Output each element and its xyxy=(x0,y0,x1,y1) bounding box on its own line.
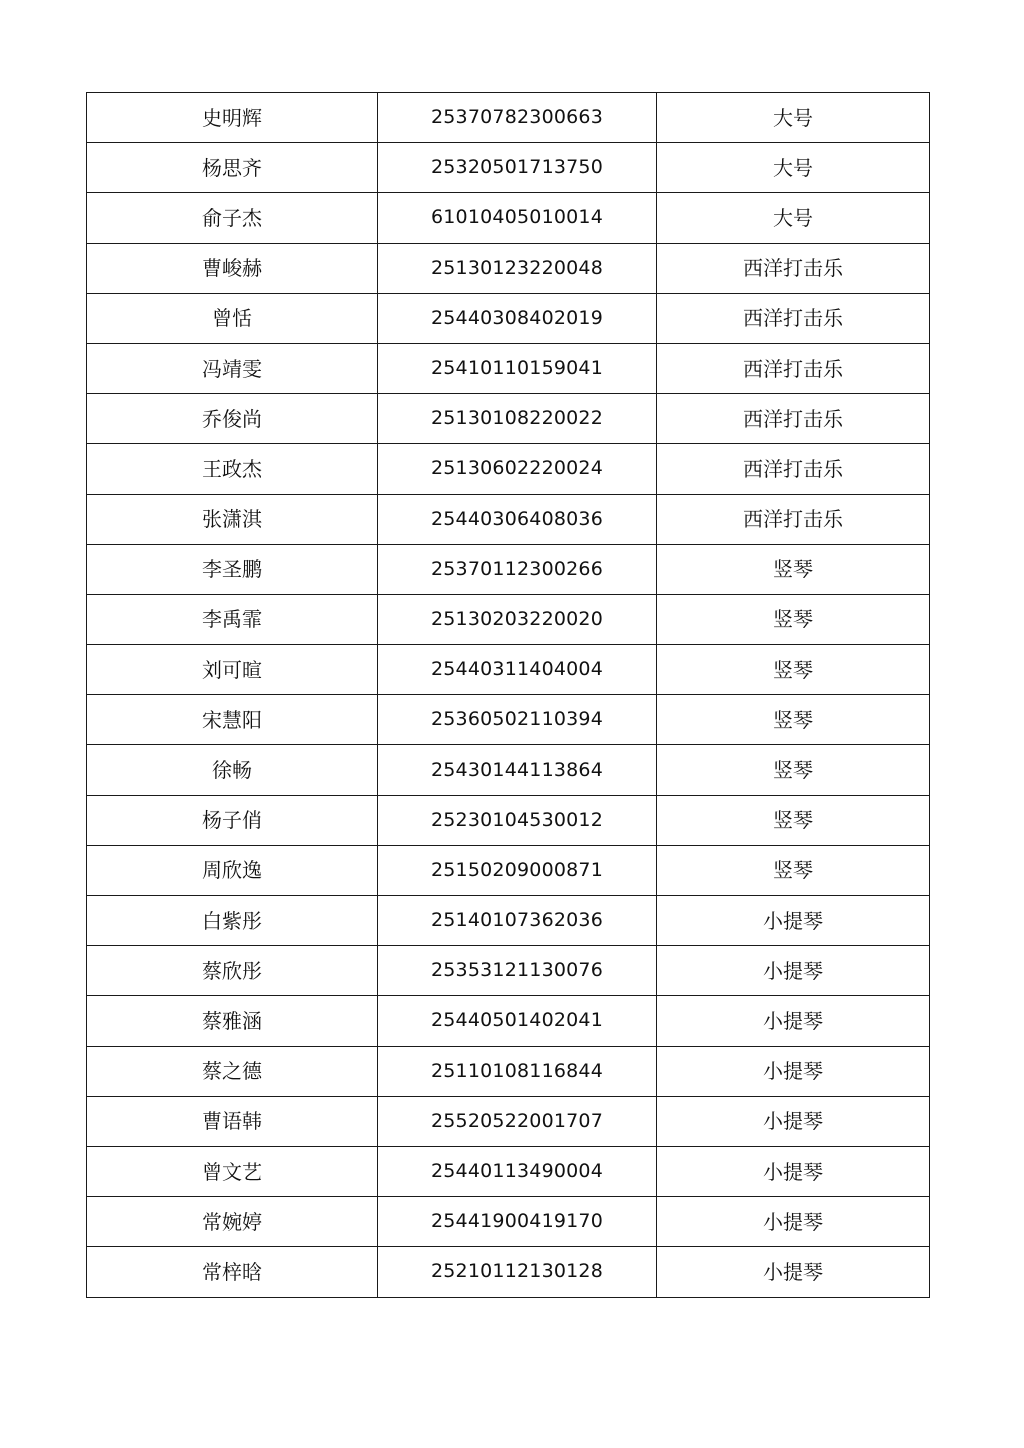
student-name-cell: 李禹霏 xyxy=(87,594,378,644)
table-row xyxy=(87,996,930,1046)
instrument-cell: 竖琴 xyxy=(657,695,930,745)
student-name-cell: 乔俊尚 xyxy=(87,394,378,444)
table-row xyxy=(87,594,930,644)
student-name-cell: 蔡之德 xyxy=(87,1046,378,1096)
instrument-cell: 小提琴 xyxy=(657,1096,930,1146)
table-row xyxy=(87,1247,930,1297)
table-row xyxy=(87,695,930,745)
candidate-id-cell: 25130108220022 xyxy=(378,394,657,444)
instrument-cell: 竖琴 xyxy=(657,795,930,845)
instrument-cell: 竖琴 xyxy=(657,594,930,644)
student-name-cell: 张潇淇 xyxy=(87,494,378,544)
candidate-id-cell: 25230104530012 xyxy=(378,795,657,845)
table-row xyxy=(87,394,930,444)
student-name-cell: 蔡雅涵 xyxy=(87,996,378,1046)
instrument-cell: 西洋打击乐 xyxy=(657,444,930,494)
candidate-id-cell: 25320501713750 xyxy=(378,143,657,193)
instrument-cell: 小提琴 xyxy=(657,1046,930,1096)
student-name-cell: 曹峻赫 xyxy=(87,243,378,293)
student-name-cell: 周欣逸 xyxy=(87,845,378,895)
student-name-cell: 杨子俏 xyxy=(87,795,378,845)
candidate-id-cell: 25370782300663 xyxy=(378,93,657,143)
student-name-cell: 曾文艺 xyxy=(87,1146,378,1196)
instrument-cell: 竖琴 xyxy=(657,845,930,895)
instrument-cell: 大号 xyxy=(657,143,930,193)
table-row xyxy=(87,896,930,946)
candidate-id-cell: 25440306408036 xyxy=(378,494,657,544)
instrument-cell: 大号 xyxy=(657,193,930,243)
instrument-cell: 小提琴 xyxy=(657,896,930,946)
table-row xyxy=(87,343,930,393)
candidate-id-cell: 25370112300266 xyxy=(378,544,657,594)
student-name-cell: 白紫彤 xyxy=(87,896,378,946)
instrument-cell: 小提琴 xyxy=(657,946,930,996)
student-name-cell: 杨思齐 xyxy=(87,143,378,193)
candidate-id-cell: 25440501402041 xyxy=(378,996,657,1046)
instrument-cell: 西洋打击乐 xyxy=(657,343,930,393)
candidate-id-cell: 25110108116844 xyxy=(378,1046,657,1096)
instrument-cell: 大号 xyxy=(657,93,930,143)
instrument-cell: 小提琴 xyxy=(657,1247,930,1297)
candidate-id-cell: 25130123220048 xyxy=(378,243,657,293)
instrument-cell: 竖琴 xyxy=(657,645,930,695)
student-name-cell: 冯靖雯 xyxy=(87,343,378,393)
instrument-cell: 小提琴 xyxy=(657,1146,930,1196)
candidate-id-cell: 25353121130076 xyxy=(378,946,657,996)
roster-table xyxy=(86,92,930,1298)
table-row xyxy=(87,1096,930,1146)
student-name-cell: 王政杰 xyxy=(87,444,378,494)
student-name-cell: 俞子杰 xyxy=(87,193,378,243)
table-row xyxy=(87,845,930,895)
table-row xyxy=(87,1146,930,1196)
table-row xyxy=(87,193,930,243)
candidate-id-cell: 25210112130128 xyxy=(378,1247,657,1297)
student-name-cell: 史明辉 xyxy=(87,93,378,143)
candidate-id-cell: 25130203220020 xyxy=(378,594,657,644)
instrument-cell: 小提琴 xyxy=(657,1197,930,1247)
student-name-cell: 宋慧阳 xyxy=(87,695,378,745)
instrument-cell: 西洋打击乐 xyxy=(657,494,930,544)
student-name-cell: 曾恬 xyxy=(87,293,378,343)
candidate-id-cell: 25430144113864 xyxy=(378,745,657,795)
student-name-cell: 徐畅 xyxy=(87,745,378,795)
table-row xyxy=(87,444,930,494)
table-row xyxy=(87,1046,930,1096)
instrument-cell: 西洋打击乐 xyxy=(657,243,930,293)
table-row xyxy=(87,1197,930,1247)
candidate-id-cell: 25440308402019 xyxy=(378,293,657,343)
instrument-cell: 小提琴 xyxy=(657,996,930,1046)
instrument-cell: 竖琴 xyxy=(657,745,930,795)
candidate-id-cell: 25140107362036 xyxy=(378,896,657,946)
roster-table-body xyxy=(87,93,930,1298)
table-row xyxy=(87,494,930,544)
student-name-cell: 李圣鹏 xyxy=(87,544,378,594)
student-name-cell: 曹语韩 xyxy=(87,1096,378,1146)
student-name-cell: 蔡欣彤 xyxy=(87,946,378,996)
instrument-cell: 西洋打击乐 xyxy=(657,293,930,343)
table-row xyxy=(87,645,930,695)
table-row xyxy=(87,243,930,293)
table-row xyxy=(87,143,930,193)
student-name-cell: 常梓晗 xyxy=(87,1247,378,1297)
student-name-cell: 刘可暄 xyxy=(87,645,378,695)
candidate-id-cell: 25130602220024 xyxy=(378,444,657,494)
candidate-id-cell: 25520522001707 xyxy=(378,1096,657,1146)
table-row xyxy=(87,946,930,996)
table-row xyxy=(87,544,930,594)
candidate-id-cell: 61010405010014 xyxy=(378,193,657,243)
instrument-cell: 西洋打击乐 xyxy=(657,394,930,444)
candidate-id-cell: 25410110159041 xyxy=(378,343,657,393)
candidate-id-cell: 25440311404004 xyxy=(378,645,657,695)
table-row xyxy=(87,795,930,845)
candidate-id-cell: 25150209000871 xyxy=(378,845,657,895)
candidate-id-cell: 25441900419170 xyxy=(378,1197,657,1247)
table-row xyxy=(87,293,930,343)
table-row xyxy=(87,745,930,795)
candidate-id-cell: 25440113490004 xyxy=(378,1146,657,1196)
table-row xyxy=(87,93,930,143)
candidate-id-cell: 25360502110394 xyxy=(378,695,657,745)
instrument-cell: 竖琴 xyxy=(657,544,930,594)
student-name-cell: 常婉婷 xyxy=(87,1197,378,1247)
